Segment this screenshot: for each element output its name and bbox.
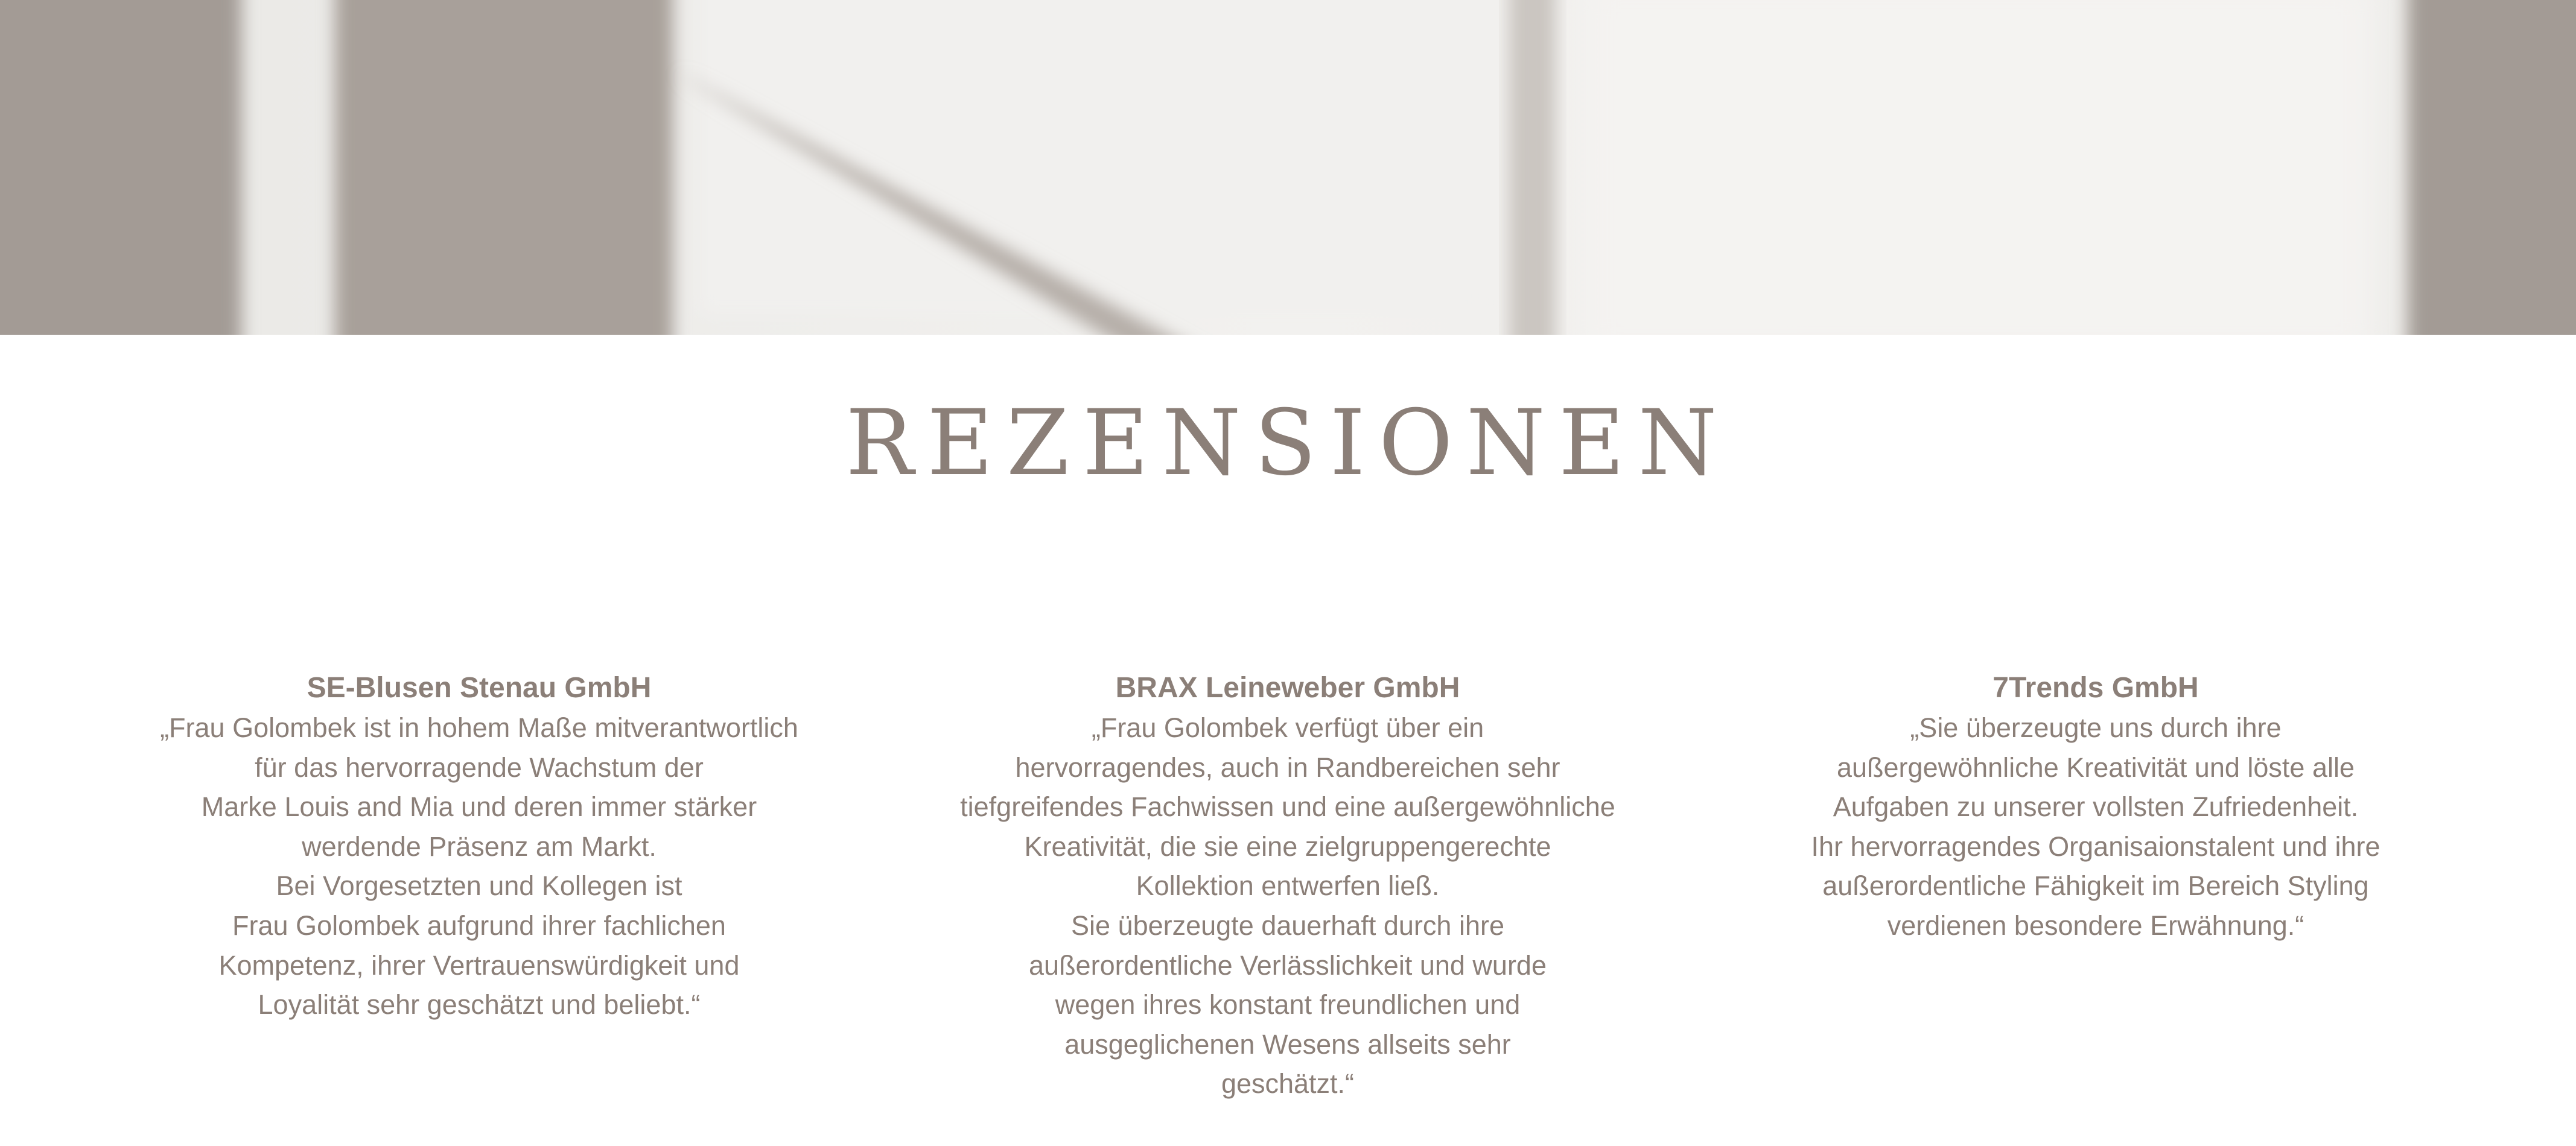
- review-line: Kollektion entwerfen ließ.: [1136, 870, 1440, 902]
- review-line: Loyalität sehr geschätzt und beliebt.“: [258, 989, 701, 1021]
- review-line: Bei Vorgesetzten und Kollegen ist: [276, 870, 682, 902]
- review-line: Marke Louis and Mia und deren immer stärker: [201, 791, 757, 823]
- review-company: 7Trends GmbH: [1992, 672, 2199, 704]
- review-line: werdende Präsenz am Markt.: [302, 831, 657, 862]
- review-line: Kompetenz, ihrer Vertrauenswürdigkeit und: [218, 949, 740, 981]
- review-line: außergewöhnliche Kreativität und löste alle: [1836, 752, 2355, 783]
- shadow-on-wall-photo: [0, 0, 2576, 335]
- hero-image: [0, 0, 2576, 335]
- review-line: außerordentliche Fähigkeit im Bereich Styling: [1822, 870, 2369, 902]
- page-title: REZENSIONEN: [845, 391, 1731, 496]
- review-line: „Sie überzeugte uns durch ihre: [1910, 712, 2282, 743]
- review-line: Sie überzeugte dauerhaft durch ihre: [1071, 910, 1504, 941]
- review-quote: [87, 708, 871, 1025]
- review-quote: [1703, 708, 2488, 946]
- review-line: hervorragendes, auch in Randbereichen sehr: [1015, 752, 1560, 783]
- review-line: Kreativität, die sie eine zielgruppengerechte: [1024, 831, 1551, 862]
- review-card: [87, 668, 871, 1025]
- review-line: wegen ihres konstant freundlichen und: [1055, 989, 1521, 1021]
- review-card: [1703, 668, 2488, 946]
- review-line: verdienen besondere Erwähnung.“: [1887, 910, 2304, 941]
- review-line: Aufgaben zu unserer vollsten Zufriedenheit.: [1833, 791, 2359, 823]
- review-card: [895, 668, 1680, 1104]
- review-quote: [895, 708, 1680, 1104]
- review-line: für das hervorragende Wachstum der: [255, 752, 704, 783]
- review-line: „Frau Golombek ist in hohem Maße mitverantwortlich: [160, 712, 798, 743]
- review-line: Ihr hervorragendes Organisaionstalent und ihre: [1811, 831, 2380, 862]
- review-line: „Frau Golombek verfügt über ein: [1091, 712, 1484, 743]
- review-company: BRAX Leineweber GmbH: [1115, 672, 1460, 704]
- review-line: geschätzt.“: [1221, 1068, 1355, 1100]
- review-company: SE-Blusen Stenau GmbH: [307, 672, 652, 704]
- review-line: tiefgreifendes Fachwissen und eine außergewöhnliche: [960, 791, 1615, 823]
- review-line: Frau Golombek aufgrund ihrer fachlichen: [232, 910, 726, 941]
- review-line: außerordentliche Verlässlichkeit und wurde: [1029, 949, 1547, 981]
- review-line: ausgeglichenen Wesens allseits sehr: [1064, 1028, 1511, 1060]
